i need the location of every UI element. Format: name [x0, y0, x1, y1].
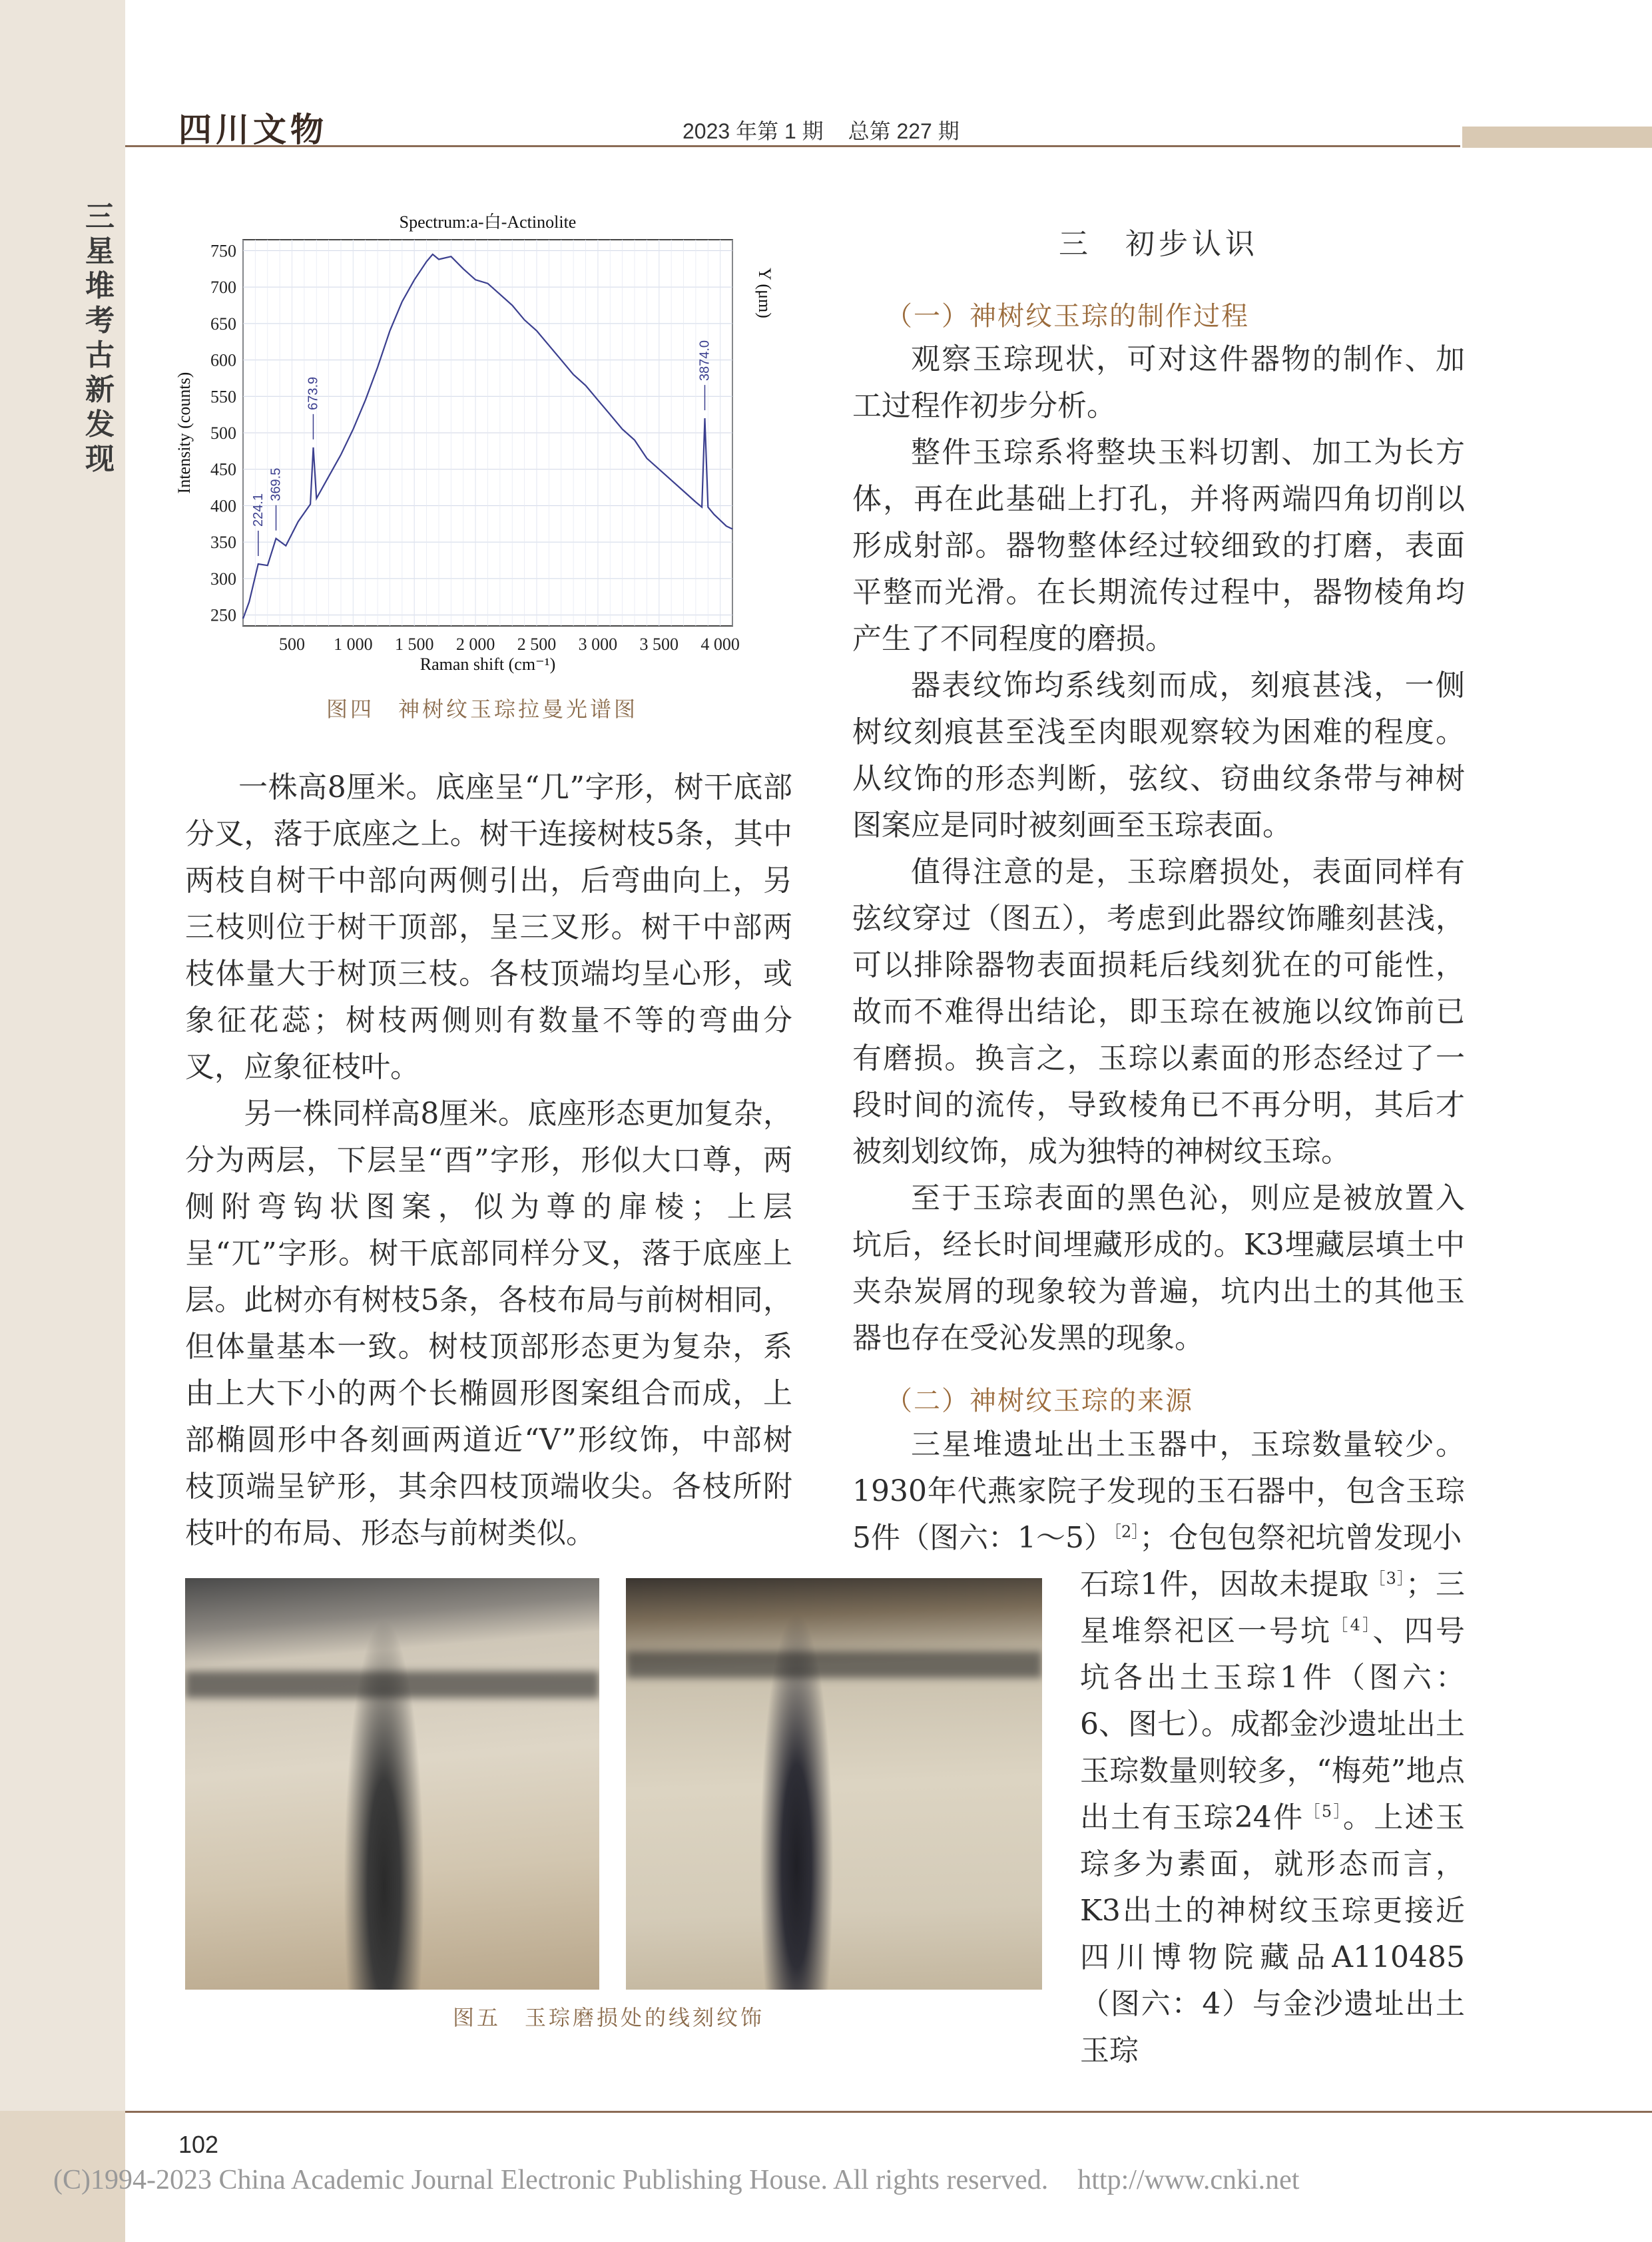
y-tick-label: 400: [210, 496, 236, 516]
peak-label: 673.9: [306, 376, 321, 410]
right-paragraph-3: 器表纹饰均系线刻而成，刻痕甚浅，一侧树纹刻痕甚至浅至肉眼观察较为困难的程度。从纹饰的形态判断，弦纹、窃曲纹条带与神树图案应是同时被刻画至玉琮表面。: [852, 669, 1465, 842]
x-tick-label: 1 500: [395, 635, 434, 654]
x-axis-label: Raman shift (cm⁻¹): [419, 655, 556, 674]
right-paragraph-6a: [852, 1422, 1465, 1561]
para6-text-c: 石琮1件，因故未提取: [1080, 1567, 1370, 1601]
ref-5: ［5］: [1304, 1802, 1343, 1821]
y-tick-label: 700: [210, 278, 236, 298]
peak-label: 3874.0: [697, 340, 712, 382]
subsection-heading-2: （二）神树纹玉琮的来源: [886, 1386, 1193, 1416]
x-tick-label: 2 500: [517, 635, 557, 654]
y-tick-label: 500: [210, 423, 236, 443]
raman-spectrum-chart: [163, 200, 792, 686]
section-heading: 三 初步认识: [1059, 227, 1258, 261]
para6-text-a: 三星堆遗址出土玉器中，玉琮数量较少。1930年代燕家院子发现的玉石器中，包含玉琮5件（图六：1～5）: [852, 1428, 1465, 1555]
copyright-text: (C)1994-2023 China Academic Journal Electronic Publishing House. All rights reserved.: [53, 2165, 1049, 2195]
left-paragraph-2: 另一株同样高8厘米。底座形态更加复杂，分为两层，下层呈“酉”字形，形似大口尊，两侧附弯钩状图案，似为尊的扉棱；上层呈“兀”字形。树干底部同样分叉，落于底座上层。此树亦有树枝5条，各枝布局与前树相同，但体量基本一致。树枝顶部形态更为复杂，系由上大下小的两个长椭圆形图案组合而成，上部椭圆形中各刻画两道近“V”形纹饰，中部树枝顶端呈铲形，其余四枝顶端收尖。各枝所附枝叶的布局、形态与前树类似。: [185, 1097, 792, 1550]
ref-3: ［3］: [1369, 1569, 1406, 1588]
x-tick-label: 4 000: [700, 635, 740, 654]
header-accent-bar: [1462, 127, 1652, 148]
y-tick-label: 650: [210, 314, 236, 334]
right-column-text-3: [1080, 1561, 1465, 2074]
figure4-caption: 图四 神树纹玉琮拉曼光谱图: [326, 697, 639, 722]
right-column-text-2: [852, 1422, 1465, 1561]
footer-rule: [125, 2111, 1652, 2113]
x-tick-label: 1 000: [334, 635, 373, 654]
y-axis-label: Intensity (counts): [174, 372, 194, 494]
para6-text-e: 、四号坑各出土玉琮1件（图六：6、图七）。成都金沙遗址出土玉琮数量则较多，“梅苑”地点出土有玉琮24件: [1080, 1614, 1466, 1834]
subsection-heading-1: （一）神树纹玉琮的制作过程: [886, 301, 1249, 332]
photo-edge-shadow: [626, 1651, 1042, 1678]
y-tick-label: 300: [210, 569, 236, 589]
x-tick-label: 3 000: [578, 635, 618, 654]
y-tick-label: 250: [210, 605, 236, 625]
y-tick-label: 600: [210, 350, 236, 370]
peak-label: 369.5: [268, 467, 284, 501]
ref-2: ［2］: [1113, 1522, 1140, 1541]
right-axis-label: Y (μm): [755, 268, 774, 318]
jade-wear-photo-right: [626, 1578, 1042, 1990]
y-tick-label: 450: [210, 459, 236, 479]
para6-text-b: ；仓包包祭祀坑曾发现小: [1139, 1521, 1462, 1555]
x-tick-label: 2 000: [455, 635, 495, 654]
x-tick-label: 500: [279, 635, 305, 654]
right-paragraph-4: 值得注意的是，玉琮磨损处，表面同样有弦纹穿过（图五），考虑到此器纹饰雕刻甚浅，可以排除器物表面损耗后线刻犹在的可能性，故而不难得出结论，即玉琮在被施以纹饰前已有磨损。换言之，玉琮以素面的形态经过了一段时间的流传，导致棱角已不再分明，其后才被刻划纹饰，成为独特的神树纹玉琮。: [852, 855, 1465, 1169]
right-paragraph-5: 至于玉琮表面的黑色沁，则应是被放置入坑后，经长时间埋藏形成的。K3埋藏层填土中夹杂炭屑的现象较为普遍，坑内出土的其他玉器也存在受沁发黑的现象。: [852, 1181, 1465, 1355]
left-column-text: [185, 764, 792, 1557]
jade-wear-photo-left: [185, 1578, 599, 1990]
peak-label: 224.1: [250, 493, 266, 527]
x-tick-label: 3 500: [639, 635, 679, 654]
issue-info: [683, 115, 978, 145]
chart-title: Spectrum:a-白-Actinolite: [399, 212, 577, 232]
right-column-text-1: [852, 336, 1465, 1362]
chart-svg: [163, 200, 792, 686]
para6-text-f: 。上述玉琮多为素面，就形态而言，K3出土的神树纹玉琮更接近四川博物院藏品A110485（图六：4）与金沙遗址出土玉琮: [1080, 1801, 1465, 2068]
issue-number: 2023 年第 1 期: [683, 119, 824, 143]
para6-text-d: ；三星堆祭祀区一号坑: [1080, 1567, 1466, 1648]
right-paragraph-1: 观察玉琮现状，可对这件器物的制作、加工过程作初步分析。: [852, 342, 1465, 423]
figure5-caption: 图五 玉琮磨损处的线刻纹饰: [453, 2005, 765, 2030]
y-tick-label: 750: [210, 241, 236, 261]
y-tick-label: 550: [210, 387, 236, 407]
ref-4: ［4］: [1332, 1615, 1373, 1635]
right-paragraph-6b: [1080, 1561, 1465, 2074]
y-tick-label: 350: [210, 533, 236, 553]
right-paragraph-2: 整件玉琮系将整块玉料切割、加工为长方体，再在此基础上打孔，并将两端四角切削以形成射部。器物整体经过较细致的打磨，表面平整而光滑。在长期流传过程中，器物棱角均产生了不同程度的磨损。: [852, 435, 1465, 656]
photo-edge-shadow: [185, 1671, 599, 1698]
total-issue-number: 总第 227 期: [848, 119, 960, 143]
side-column-title: 三星堆考古新发现: [85, 200, 115, 476]
left-paragraph-1: 一株高8厘米。底座呈“几”字形，树干底部分叉，落于底座之上。树干连接树枝5条，其中两枝自树干中部向两侧引出，后弯曲向上，另三枝则位于树干顶部，呈三叉形。树干中部两枝体量大于树顶三枝。各枝顶端均呈心形，或象征花蕊；树枝两侧则有数量不等的弯曲分叉，应象征枝叶。: [185, 770, 792, 1084]
copyright-line: [53, 2164, 1299, 2196]
page-number: 102: [178, 2131, 219, 2158]
cnki-url: http://www.cnki.net: [1077, 2165, 1300, 2195]
journal-logo: 四川文物: [178, 110, 328, 149]
